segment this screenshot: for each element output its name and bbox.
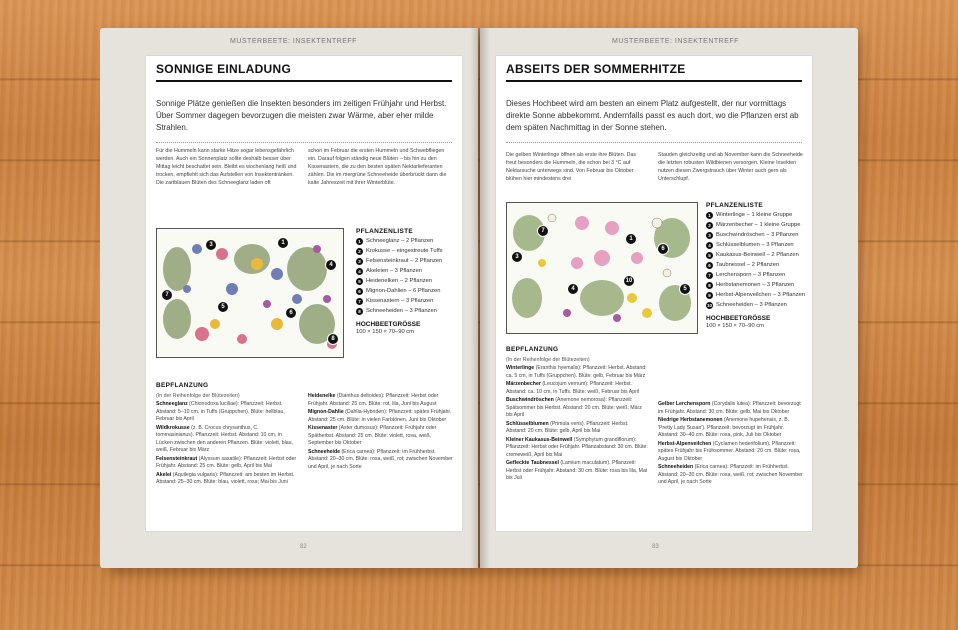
plant-name: Schlüsselblumen <box>506 420 549 427</box>
planting-title: BEPFLANZUNG <box>156 382 209 389</box>
right-intro-col2: Stauden gleichzeitig und ab November kann die Schneeheide die letzten robusten Wildbienen versorgen. Kleine Insekten nutzen diesen Zwergstrauch über Winter auch gern als Unterschlupf. <box>658 152 803 182</box>
plant-entry <box>506 397 648 420</box>
plant-name: Felsensteinkraut <box>156 455 198 462</box>
legend-number: 2 <box>356 248 363 255</box>
marker-3: 3 <box>205 239 217 251</box>
legend-number: 3 <box>706 232 713 239</box>
plant-entry <box>658 441 804 464</box>
plant-entry <box>156 401 298 424</box>
legend-item <box>356 298 456 305</box>
title-rule <box>506 80 802 82</box>
legend-number: 9 <box>706 292 713 299</box>
legend-title: PFLANZENLISTE <box>706 202 763 209</box>
planting-list-col2 <box>308 393 454 472</box>
legend-text: Taubnessel – 2 Pflanzen <box>716 262 780 268</box>
plant-description: (Anemone hupehensis, z. B. 'Pretty Lady Susan'). Pflanzzeit: bevorzugt im Frühjahr. Abstand: 30–40 cm. Blüte: rosa, pink, Juli bis Oktober <box>658 417 790 439</box>
planting-subtitle: (In der Reihenfolge der Blütezeiten) <box>506 357 590 363</box>
plant-name: Mignon-Dahlie <box>308 409 344 416</box>
legend-item <box>356 248 456 255</box>
plant-description: (Primula veris). Pflanzzeit: Herbst. Abstand: 20 cm. Blüte: gelb, April bis Mai <box>506 420 629 435</box>
plant-name: Schneeglanz <box>156 401 188 407</box>
legend-number: 5 <box>706 252 713 259</box>
legend-number: 4 <box>706 242 713 249</box>
legend-number: 8 <box>706 282 713 289</box>
plant-description: (Aquilegia vulgaris): Pflanzzeit: am besten im Herbst. Abstand: 25–30 cm. Blüte: blau, violett, rosa; Mai bis Juni <box>156 471 295 486</box>
legend-text: Felsensteinkraut – 2 Pflanzen <box>366 258 443 264</box>
legend-number: 1 <box>706 212 713 219</box>
plant-name: Schneeheiden <box>658 464 694 471</box>
legend-item <box>706 302 806 309</box>
legend-item <box>706 262 806 269</box>
legend-item <box>706 252 806 259</box>
marker-8: 8 <box>327 333 339 345</box>
right-lead: Dieses Hochbeet wird am besten an einem Platz aufgestellt, der nur vormittags direkte Sonne abbekommt. Andernfalls passt es auch dort, wo die Pflanzen erst ab dem späten Nachmittag in der Sonne stehen. <box>506 99 799 132</box>
marker-1: 1 <box>277 237 289 249</box>
dotted-divider <box>506 142 802 143</box>
planting-list-col1 <box>156 401 298 488</box>
legend-text: Märzenbecher – 1 kleine Gruppe <box>716 222 801 228</box>
legend-text: Mignon-Dahlien – 6 Pflanzen <box>366 288 441 294</box>
right-intro-col1: Die gelben Winterlinge öffnen als erste ihre Blüten. Das freut besonders die Hummeln, die schon bei 3 °C auf Nektarsuche unterwegs sind. Von Februar bis Oktober blühen hier mindestens drei <box>506 152 637 182</box>
left-bed-illustration <box>156 228 344 358</box>
legend-text: Herbst-Alpenveilchen – 3 Pflanzen <box>716 292 805 298</box>
legend-text: Akeleien – 3 Pflanzen <box>366 268 423 274</box>
legend-item <box>706 282 806 289</box>
plant-description: (Alyssum saxatile): Pflanzzeit: Herbst oder Frühjahr. Abstand: 25 cm. Blüte: gelb, April bis Mai <box>156 455 297 470</box>
plant-name: Schneeheide <box>308 448 341 455</box>
book-gutter <box>470 28 490 568</box>
legend-number: 4 <box>356 268 363 275</box>
marker-10: 10 <box>623 275 635 287</box>
legend-item <box>356 278 456 285</box>
running-head-right: MUSTERBEETE: INSEKTENTREFF <box>612 38 739 45</box>
marker-1: 1 <box>625 233 637 245</box>
plant-entry <box>506 421 648 436</box>
plant-entry <box>658 401 804 416</box>
plant-entry <box>506 437 648 460</box>
legend-item <box>356 308 456 315</box>
page-number-left: 82 <box>300 544 307 550</box>
plant-description: (Erica carnea): Pflanzzeit: im Frühherbst. Abstand: 20–30 cm. Blüte: rosa, weiß, rot; zwischen November und April, je nach Sorte <box>658 464 803 486</box>
bed-size-value: 100 × 150 × 70–90 cm <box>706 323 765 329</box>
bed-size-title: HOCHBEETGRÖSSE <box>356 321 421 328</box>
plant-description: (Aster dumosus): Pflanzzeit: Frühjahr oder Spätherbst. Abstand: 25 cm. Blüte: violett, rosa, weiß, September bis Oktober <box>308 425 437 447</box>
legend-text: Schneeglanz – 2 Pflanzen <box>366 238 434 244</box>
legend-number: 10 <box>706 303 712 308</box>
legend-number: 6 <box>706 262 713 269</box>
plant-description: (Leucojum vernum): Pflanzzeit: Herbst. Abstand: ca. 10 cm, in Tuffs. Blüte: weiß, Februar bis April <box>506 381 640 395</box>
left-intro-col1: Für die Hummeln kann starke Hitze sogar lebensgefährlich werden. Auch ein Sonnenplatz sollte deshalb besser über Mittag leicht beschattet sein. Bleibt es wochenlang heiß und trocken, empfiehlt sich das Aufstellen von Insektentränken. Die zartblauen Blüten des Schneeglanz laden oft <box>156 148 297 186</box>
legend-number: 1 <box>356 238 363 245</box>
plant-description: (Eranthis hyemalis): Pflanzzeit: Herbst. Abstand: ca. 5 cm, in Tuffs (Gruppchen). Blüte: gelb, Februar bis März <box>506 365 647 379</box>
plant-entry <box>156 472 298 487</box>
plant-description: (Cyclamen hederifolium). Pflanzzeit: spätes Frühjahr bis Frühsommer. Abstand: 20 cm. Blüte: rosa, August bis Oktober <box>658 440 801 462</box>
plant-name: Akelei <box>156 471 172 478</box>
plant-name: Wildkrokusse <box>156 424 190 431</box>
legend-text: Kaukasus-Beinwell – 2 Pflanzen <box>716 252 799 258</box>
planting-title: BEPFLANZUNG <box>506 346 559 353</box>
plant-name: Heidenelke <box>308 393 336 399</box>
left-title: SONNIGE EINLADUNG <box>156 62 292 76</box>
legend-number: 7 <box>356 298 363 305</box>
plant-entry <box>506 460 648 483</box>
legend-list <box>706 212 806 309</box>
plant-description: (Corydalis lutea): Pflanzzeit: bevorzugt im Frühjahr. Abstand: 30 cm. Blüte: gelb, Mai bis Oktober <box>658 401 801 415</box>
plant-name: Herbst-Alpenveilchen <box>658 440 712 447</box>
legend-number: 5 <box>356 278 363 285</box>
legend-item <box>356 268 456 275</box>
legend-item <box>706 232 806 239</box>
right-title: ABSEITS DER SOMMERHITZE <box>506 62 686 76</box>
marker-3: 3 <box>511 251 523 263</box>
legend-item <box>706 212 806 219</box>
legend-text: Krokusse – eingestreute Tuffs <box>366 248 443 254</box>
legend-text: Schneeheiden – 3 Pflanzen <box>716 302 787 308</box>
plant-entry <box>506 365 648 380</box>
plant-name: Niedrige Herbstanemonen <box>658 417 723 424</box>
plant-description: (Dahlia-Hybriden): Pflanzzeit: spätes Frühjahr. Abstand: 25 cm. Blüte: in vielen Farbtönen, Juni bis Oktober <box>308 409 452 423</box>
legend-item <box>706 242 806 249</box>
legend-item <box>356 258 456 265</box>
marker-5: 5 <box>217 301 229 313</box>
left-intro-col2: schon im Februar die ersten Hummeln und Schwebfliegen ein. Darauf folgen ständig neue Blüten – bis hin zu den Kissenastern, die zu den besten späten Nektarlieferanten zählen. Die im mergrüne Schneeheide überbrückt dann die kalte Jahreszeit mit ihrer Winterblüte. <box>308 148 447 186</box>
bed-size-title: HOCHBEETGRÖSSE <box>706 315 771 322</box>
marker-7: 7 <box>537 225 549 237</box>
plant-name: Winterlinge <box>506 365 535 371</box>
legend-text: Herbstanemonen – 3 Pflanzen <box>716 282 795 288</box>
marker-6: 6 <box>285 307 297 319</box>
plant-name: Gefleckte Taubnessel <box>506 460 559 467</box>
legend-number: 8 <box>356 308 363 315</box>
legend-list <box>356 238 456 315</box>
planting-subtitle: (In der Reihenfolge der Blütezeiten) <box>156 393 240 399</box>
marker-4: 4 <box>567 283 579 295</box>
plant-description: (Erica carnea): Pflanzzeit: im Frühherbst. Abstand: 20–30 cm. Blüte: rosa, weiß, rot; zwischen November und April, je nach Sorte <box>308 448 453 470</box>
left-lead: Sonnige Plätze genießen die Insekten besonders im zeitigen Frühjahr und Herbst. Über Sommer dagegen bevorzugen die meisten zwar Wärme, aber eher milde Strahlen. <box>156 99 447 132</box>
plant-description: (Chionodoxa luciliae): Pflanzzeit: Herbst. Abstand: 5–10 cm, in Tuffs (Gruppchen). Blüte: hellblau, Februar bis April <box>156 401 285 423</box>
legend-item <box>706 272 806 279</box>
plant-name: Buschwindröschen <box>506 397 554 404</box>
plant-entry <box>658 417 804 440</box>
left-card <box>146 56 462 531</box>
legend-text: Schlüsselblumen – 3 Pflanzen <box>716 242 794 248</box>
legend-item <box>706 222 806 229</box>
plant-name: Kissenaster <box>308 425 338 432</box>
title-rule <box>156 80 452 82</box>
right-plant-legend <box>706 202 806 329</box>
legend-number: 6 <box>356 288 363 295</box>
plant-description: (Anemone nemorosa): Pflanzzeit: Spätsommer bis Herbst. Abstand: 20 cm. Blüte: weiß, März bis April <box>506 397 642 419</box>
plant-description: (Dianthus deltoides): Pflanzzeit: Herbst oder Frühjahr. Abstand: 25 cm. Blüte: rot, lila, Juni bis August <box>308 393 439 407</box>
legend-text: Schneeheiden – 3 Pflanzen <box>366 308 437 314</box>
plant-description: (z. B. Crocus chrysanthus, C. tommasinianus). Pflanzzeit: Herbst. Abstand: 10 cm, in Lücken zwischen den anderen Pflanzen. Blüte: violett, blau, weiß, Februar bis März <box>156 424 293 454</box>
plant-entry <box>308 449 454 472</box>
legend-text: Buschwindröschen – 3 Pflanzen <box>716 232 799 238</box>
plant-entry <box>308 393 454 408</box>
plant-entry <box>156 456 298 471</box>
legend-text: Lerchensporn – 3 Pflanzen <box>716 272 786 278</box>
plant-description: (Lamium maculatum). Pflanzzeit: Herbst oder Frühjahr. Abstand: 30 cm. Blüte: rosa bis lila, Mai bis Juli <box>506 460 647 482</box>
plant-description: (Symphytum grandiflorum): Pflanzzeit: Herbst oder Frühjahr. Pflanzabstand: 30 cm. Blüte: cremeweiß, April bis Mai <box>506 436 648 458</box>
legend-number: 2 <box>706 222 713 229</box>
marker-5: 5 <box>679 283 691 295</box>
legend-text: Kissenastern – 3 Pflanzen <box>366 298 434 304</box>
marker-7: 7 <box>161 289 173 301</box>
page-number-right: 83 <box>652 544 659 550</box>
legend-number: 7 <box>706 272 713 279</box>
plant-entry <box>308 425 454 448</box>
left-plant-legend <box>356 228 456 335</box>
marker-6: 6 <box>657 243 669 255</box>
plant-entry <box>658 464 804 487</box>
plant-entry <box>308 409 454 424</box>
legend-text: Heidenelken – 2 Pflanzen <box>366 278 433 284</box>
dotted-divider <box>156 142 452 143</box>
right-bed-illustration <box>506 202 698 334</box>
plant-entry <box>156 425 298 455</box>
legend-item <box>356 238 456 245</box>
legend-text: Winterlinge – 1 kleine Gruppe <box>716 212 793 218</box>
plant-name: Märzenbecher <box>506 381 541 388</box>
plant-name: Kleiner Kaukasus-Beinwell <box>506 436 573 443</box>
legend-title: PFLANZENLISTE <box>356 228 413 235</box>
legend-item <box>356 288 456 295</box>
plant-entry <box>506 381 648 396</box>
right-card <box>496 56 812 531</box>
bed-size-value: 100 × 150 × 70–90 cm <box>356 329 415 335</box>
legend-number: 3 <box>356 258 363 265</box>
marker-4: 4 <box>325 259 337 271</box>
running-head-left: MUSTERBEETE: INSEKTENTREFF <box>230 38 357 45</box>
planting-list-col2 <box>658 401 804 488</box>
legend-item <box>706 292 806 299</box>
plant-name: Gelber Lerchensporn <box>658 401 711 407</box>
planting-list-col1 <box>506 365 648 484</box>
